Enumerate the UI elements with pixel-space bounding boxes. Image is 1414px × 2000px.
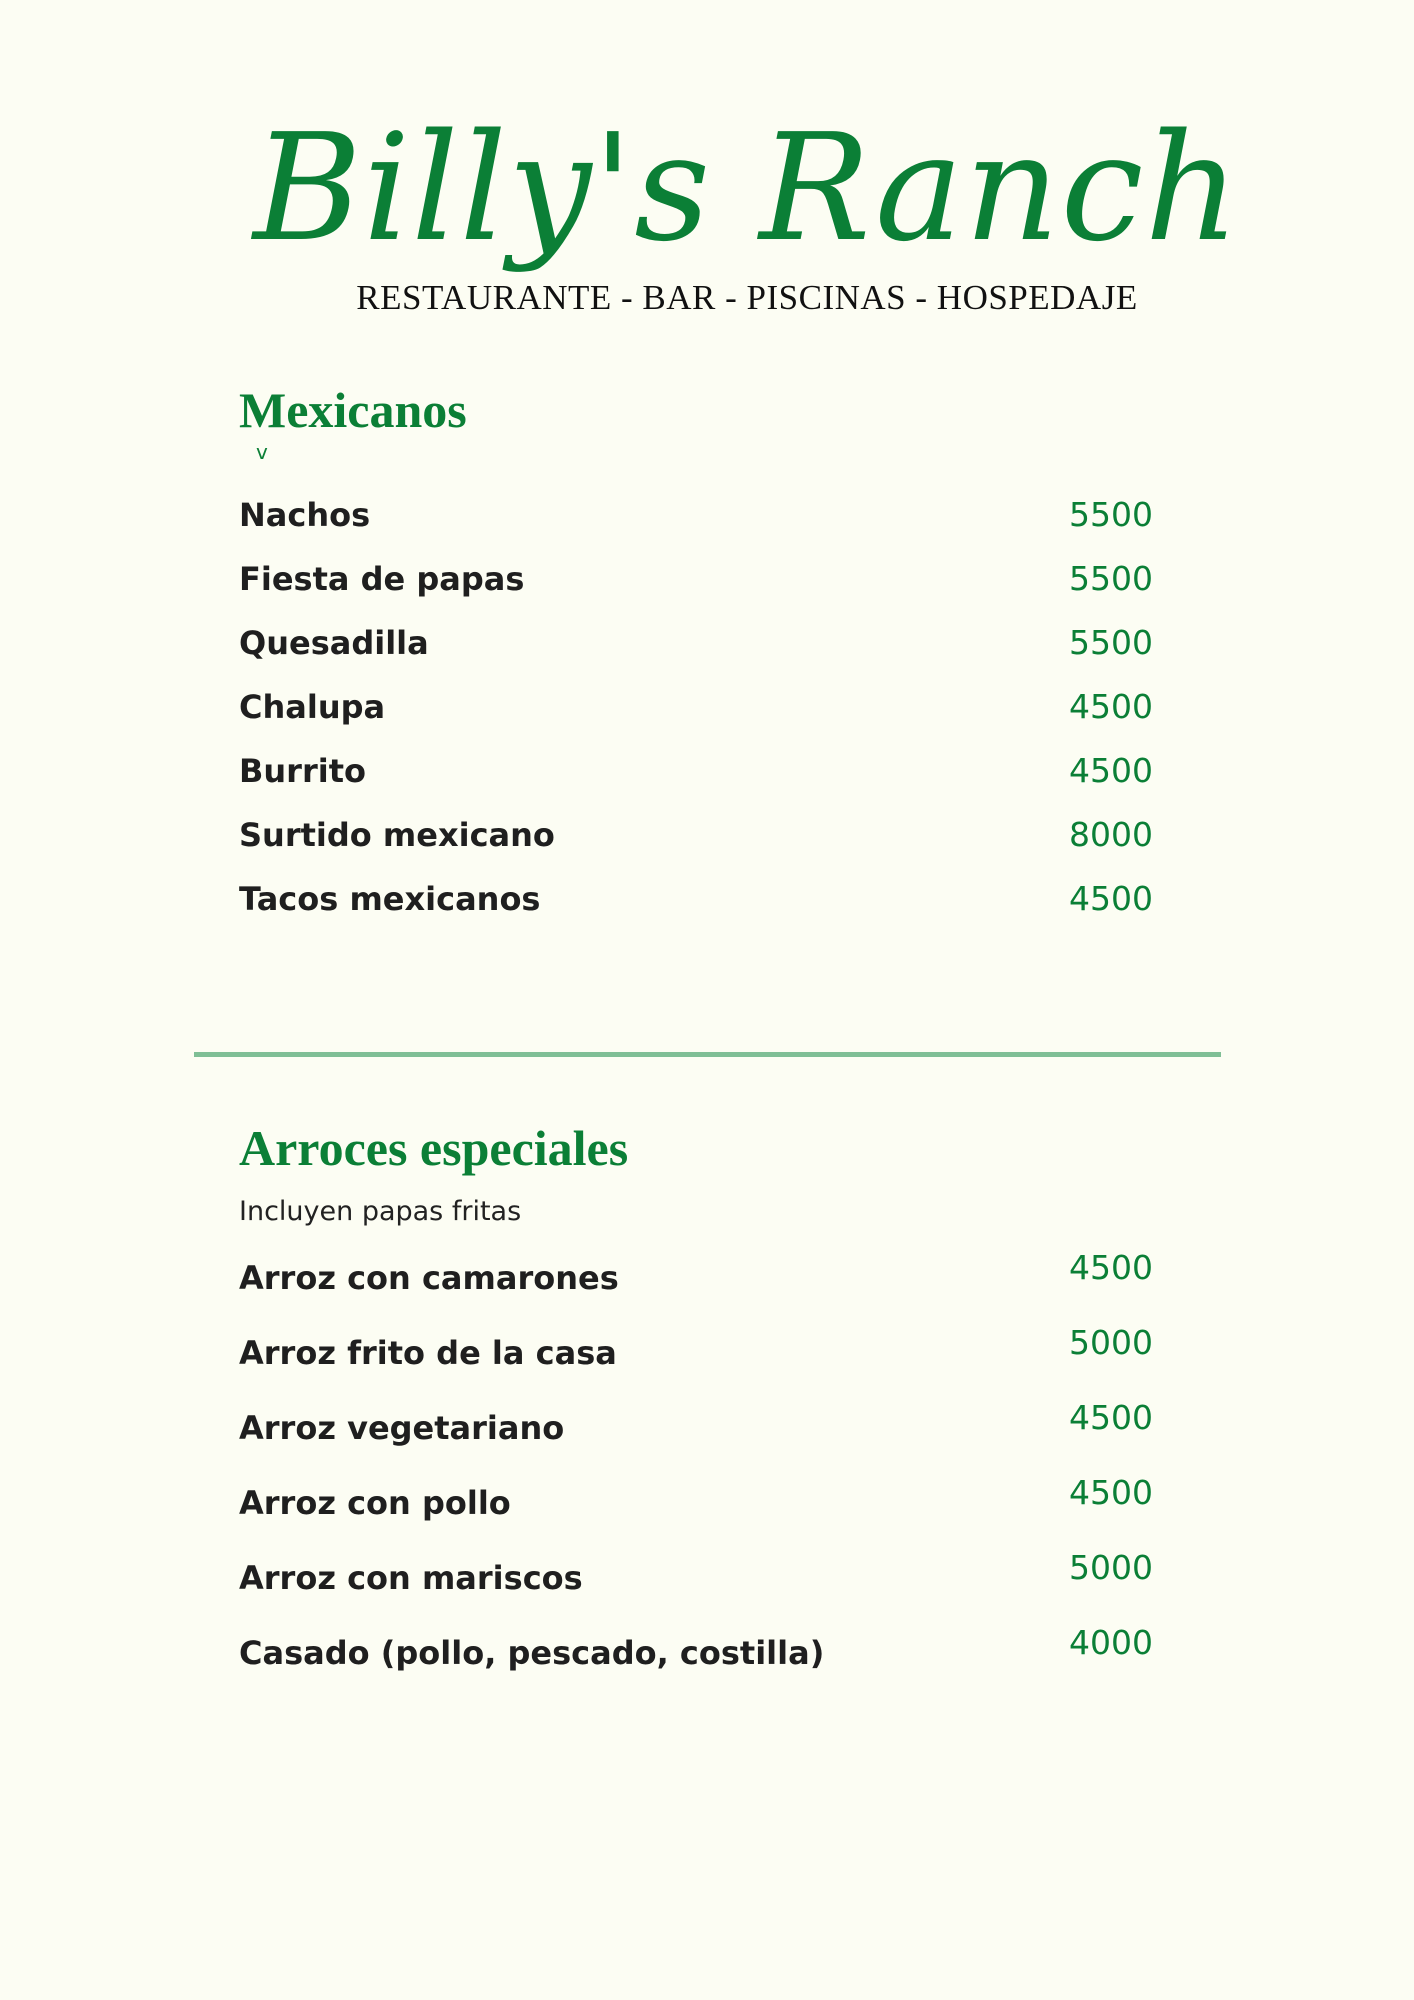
menu-item (239, 1625, 1153, 1675)
menu-item (239, 751, 1153, 801)
chevron-down-icon: v (256, 440, 268, 464)
menu-item-price: 4500 (1069, 1473, 1153, 1512)
restaurant-title: Billy's Ranch (253, 102, 1241, 274)
menu-item-name: Arroz frito de la casa (239, 1334, 617, 1372)
menu-item-price: 4000 (1069, 1623, 1153, 1662)
menu-item-price: 5000 (1069, 1323, 1153, 1362)
menu-item (239, 559, 1153, 609)
menu-item (239, 687, 1153, 737)
menu-item-name: Casado (pollo, pescado, costilla) (239, 1634, 825, 1672)
menu-item-name: Arroz con mariscos (239, 1559, 583, 1597)
menu-item-name: Fiesta de papas (239, 560, 525, 598)
section-note: Incluyen papas fritas (239, 1196, 522, 1227)
menu-item (239, 815, 1153, 865)
menu-item (239, 623, 1153, 673)
section-title-arroces: Arroces especiales (239, 1120, 629, 1176)
menu-item-price: 5500 (1069, 623, 1153, 662)
menu-item-name: Arroz vegetariano (239, 1409, 565, 1447)
menu-item (239, 1475, 1153, 1525)
menu-item-name: Quesadilla (239, 624, 429, 662)
menu-item-price: 4500 (1069, 1248, 1153, 1287)
menu-item-name: Arroz con camarones (239, 1259, 619, 1297)
section-divider (194, 1052, 1221, 1057)
menu-item-name: Surtido mexicano (239, 816, 555, 854)
menu-item-price: 4500 (1069, 687, 1153, 726)
restaurant-subtitle: RESTAURANTE - BAR - PISCINAS - HOSPEDAJE (356, 278, 1138, 317)
menu-item (239, 1550, 1153, 1600)
menu-item-price: 4500 (1069, 879, 1153, 918)
menu-item-price: 5500 (1069, 495, 1153, 534)
menu-item-name: Nachos (239, 496, 371, 534)
menu-item (239, 495, 1153, 545)
section-title-mexicanos: Mexicanos (239, 382, 467, 438)
menu-item-price: 5500 (1069, 559, 1153, 598)
menu-item-name: Chalupa (239, 688, 386, 726)
menu-item-price: 8000 (1069, 815, 1153, 854)
menu-item-price: 4500 (1069, 1398, 1153, 1437)
menu-item (239, 879, 1153, 929)
menu-item-name: Burrito (239, 752, 366, 790)
menu-item (239, 1400, 1153, 1450)
menu-item (239, 1250, 1153, 1300)
menu-item-name: Arroz con pollo (239, 1484, 511, 1522)
menu-item-price: 5000 (1069, 1548, 1153, 1587)
menu-item-price: 4500 (1069, 751, 1153, 790)
menu-item (239, 1325, 1153, 1375)
menu-item-name: Tacos mexicanos (239, 880, 541, 918)
